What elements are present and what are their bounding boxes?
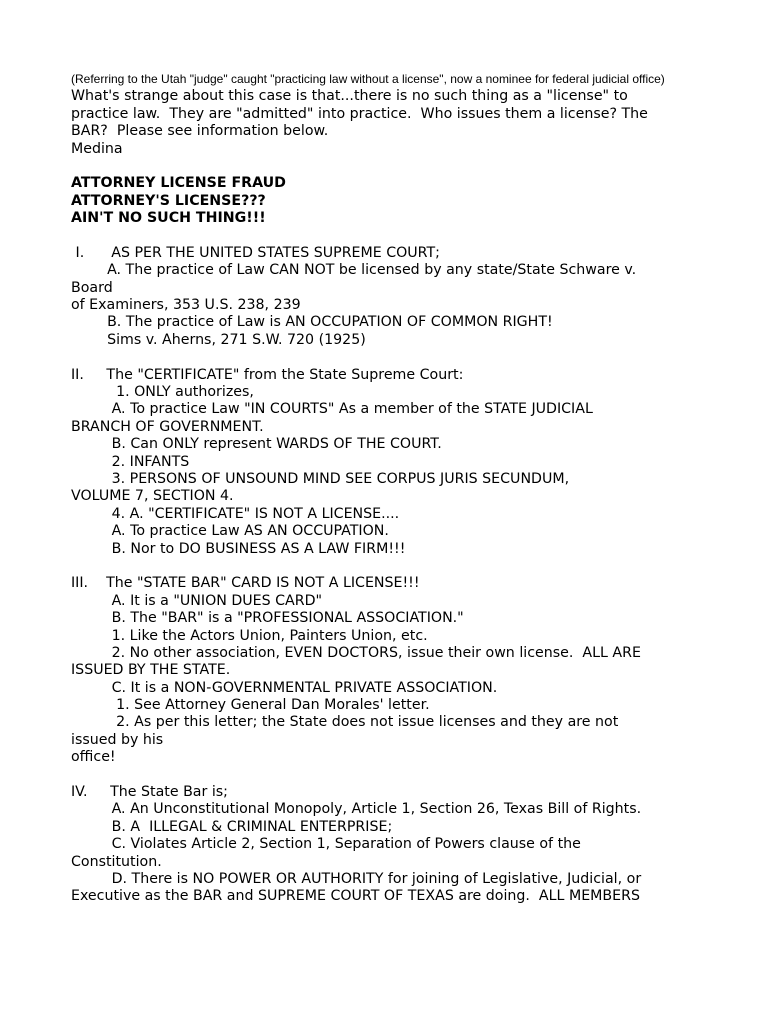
section-2-line: 1. ONLY authorizes, xyxy=(71,384,254,401)
section-2-line: A. To practice Law "IN COURTS" As a member of the STATE JUDICIAL xyxy=(71,401,593,418)
section-3-line: 2. No other association, EVEN DOCTORS, issue their own license. ALL ARE xyxy=(71,644,641,661)
heading-subtitle: ATTORNEY'S LICENSE??? xyxy=(71,192,266,209)
section-1-line: of Examiners, 353 U.S. 238, 239 xyxy=(71,297,301,314)
section-4-line: D. There is NO POWER OR AUTHORITY for joining of Legislative, Judicial, or xyxy=(71,870,642,887)
section-3-line: B. The "BAR" is a "PROFESSIONAL ASSOCIATION." xyxy=(71,610,464,627)
intro-line: BAR? Please see information below. xyxy=(71,123,329,140)
intro-line: practice law. They are "admitted" into practice. Who issues them a license? The xyxy=(71,105,648,122)
section-3-line: ISSUED BY THE STATE. xyxy=(71,662,231,679)
section-2-line: 4. A. "CERTIFICATE" IS NOT A LICENSE.... xyxy=(71,505,400,522)
section-3-line: office! xyxy=(71,749,116,766)
section-3-line: 1. See Attorney General Dan Morales' letter. xyxy=(71,697,430,714)
section-1-heading: I. AS PER THE UNITED STATES SUPREME COURT; xyxy=(71,244,440,261)
author-signature: Medina xyxy=(71,140,123,157)
section-1-line: B. The practice of Law is AN OCCUPATION OF COMMON RIGHT! xyxy=(71,314,553,331)
section-4-line: Constitution. xyxy=(71,853,162,870)
section-3-line: C. It is a NON-GOVERNMENTAL PRIVATE ASSOCIATION. xyxy=(71,679,498,696)
section-1-line: Sims v. Aherns, 271 S.W. 720 (1925) xyxy=(71,331,366,348)
section-4-line: A. An Unconstitutional Monopoly, Article 1, Section 26, Texas Bill of Rights. xyxy=(71,801,642,818)
section-2-heading: II. The "CERTIFICATE" from the State Supreme Court: xyxy=(71,366,464,383)
section-2-line: A. To practice Law AS AN OCCUPATION. xyxy=(71,523,389,540)
section-1-line: Board xyxy=(71,279,113,296)
section-4-line: Executive as the BAR and SUPREME COURT OF TEXAS are doing. ALL MEMBERS xyxy=(71,888,640,905)
section-2-line: VOLUME 7, SECTION 4. xyxy=(71,488,234,505)
section-2-line: 2. INFANTS xyxy=(71,453,190,470)
section-4-line: B. A ILLEGAL & CRIMINAL ENTERPRISE; xyxy=(71,818,393,835)
section-2-line: B. Can ONLY represent WARDS OF THE COURT. xyxy=(71,436,442,453)
heading-title: ATTORNEY LICENSE FRAUD xyxy=(71,175,286,192)
section-1-line: A. The practice of Law CAN NOT be licensed by any state/State Schware v. xyxy=(71,262,637,279)
section-2-line: B. Nor to DO BUSINESS AS A LAW FIRM!!! xyxy=(71,540,406,557)
section-3-heading: III. The "STATE BAR" CARD IS NOT A LICENSE!!! xyxy=(71,575,420,592)
section-3-line: 1. Like the Actors Union, Painters Union, etc. xyxy=(71,627,428,644)
section-3-line: A. It is a "UNION DUES CARD" xyxy=(71,592,323,609)
section-4-heading: IV. The State Bar is; xyxy=(71,784,228,801)
document-body xyxy=(71,71,711,906)
heading-subtitle: AIN'T NO SUCH THING!!! xyxy=(71,210,266,227)
section-3-line: issued by his xyxy=(71,731,164,748)
section-3-line: 2. As per this letter; the State does not issue licenses and they are not xyxy=(71,714,619,731)
section-2-line: BRANCH OF GOVERNMENT. xyxy=(71,418,264,435)
intro-note: (Referring to the Utah "judge" caught "practicing law without a license", now a nominee for federal judicial office) xyxy=(71,72,665,86)
section-4-line: C. Violates Article 2, Section 1, Separation of Powers clause of the xyxy=(71,836,581,853)
section-2-line: 3. PERSONS OF UNSOUND MIND SEE CORPUS JURIS SECUNDUM, xyxy=(71,470,570,487)
intro-line: What's strange about this case is that...there is no such thing as a "license" to xyxy=(71,88,628,105)
